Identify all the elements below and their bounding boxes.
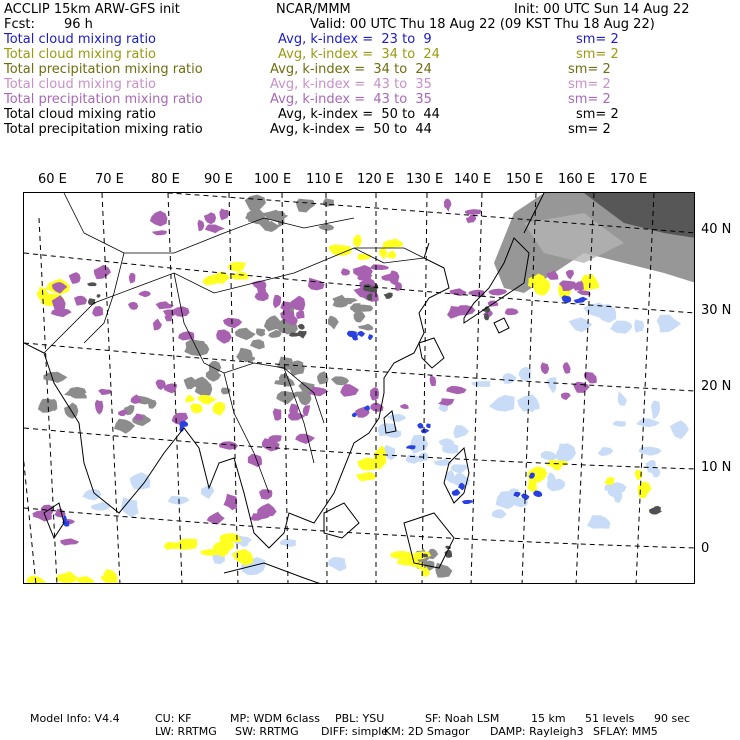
deep-convection-dark xyxy=(384,292,393,299)
longitude-tick-label: 140 E xyxy=(454,172,492,187)
upper-cloud-purple xyxy=(259,489,272,499)
low-cloud-light xyxy=(555,443,576,462)
deep-cloud-gray xyxy=(328,316,339,330)
upper-cloud-purple xyxy=(223,318,242,329)
low-cloud-light xyxy=(83,489,102,501)
model-info-item: DIFF: simple xyxy=(321,725,389,738)
low-cloud-light xyxy=(569,318,593,333)
legend-field-name: Total precipitation mixing ratio xyxy=(4,62,203,77)
mid-cloud-yellow xyxy=(379,248,387,259)
low-cloud-light xyxy=(587,515,611,529)
map-canvas xyxy=(24,193,695,584)
upper-cloud-purple xyxy=(207,512,225,525)
upper-cloud-purple xyxy=(98,389,112,395)
low-cloud-light xyxy=(410,435,428,454)
deep-cloud-gray xyxy=(323,198,335,207)
upper-cloud-purple xyxy=(139,291,151,298)
mid-cloud-yellow xyxy=(213,402,225,416)
low-cloud-light xyxy=(489,395,515,412)
upper-cloud-purple xyxy=(197,220,204,231)
upper-cloud-purple xyxy=(400,404,409,409)
legend-field-name: Total cloud mixing ratio xyxy=(4,77,157,92)
upper-cloud-purple xyxy=(308,278,325,291)
upper-cloud-purple xyxy=(95,400,104,415)
longitude-gridline xyxy=(326,193,327,584)
legend-smoothing: sm= 2 xyxy=(568,92,611,107)
low-cloud-light xyxy=(328,557,346,571)
upper-cloud-purple xyxy=(444,199,452,212)
latitude-tick-label: 20 N xyxy=(701,379,732,394)
low-cloud-light xyxy=(201,484,214,499)
upper-cloud-purple xyxy=(216,329,232,343)
mid-cloud-yellow xyxy=(638,481,652,498)
upper-cloud-purple xyxy=(353,265,373,276)
upper-cloud-purple xyxy=(561,393,571,401)
upper-cloud-purple xyxy=(340,384,359,397)
deep-convection-dark xyxy=(298,331,307,339)
convective-core-blue xyxy=(426,424,431,429)
model-info-item: SF: Noah LSM xyxy=(425,712,500,725)
country-border xyxy=(84,218,354,253)
model-info-item: LW: RRTMG xyxy=(155,725,217,738)
deep-convection-dark xyxy=(97,294,101,298)
longitude-tick-label: 110 E xyxy=(306,172,344,187)
deep-cloud-gray xyxy=(358,324,373,331)
latitude-tick-label: 30 N xyxy=(701,303,732,318)
mid-cloud-yellow xyxy=(604,477,614,485)
deep-convection-dark xyxy=(87,282,97,286)
legend-k-index: Avg, k-index = 34 to 24 xyxy=(270,62,432,77)
longitude-gridline xyxy=(282,193,288,584)
deep-cloud-gray xyxy=(250,339,265,349)
upper-cloud-purple xyxy=(465,209,481,215)
upper-cloud-purple xyxy=(577,290,591,295)
deep-cloud-gray xyxy=(209,361,222,373)
low-cloud-light xyxy=(670,420,689,439)
legend-smoothing: sm= 2 xyxy=(568,77,611,92)
legend-smoothing: sm= 2 xyxy=(568,122,611,137)
coastline xyxy=(494,318,509,333)
longitude-tick-label: 70 E xyxy=(95,172,124,187)
longitude-tick-label: 60 E xyxy=(38,172,67,187)
coastline xyxy=(324,503,359,538)
mid-cloud-yellow xyxy=(353,234,362,247)
legend-row xyxy=(0,92,740,107)
forecast-hour: 96 h xyxy=(64,17,93,32)
forecast-label: Fcst: xyxy=(4,17,35,32)
low-cloud-light xyxy=(618,391,627,405)
upper-cloud-purple xyxy=(446,386,467,394)
legend-row xyxy=(0,32,740,47)
legend-row xyxy=(0,122,740,137)
deep-cloud-gray xyxy=(276,391,295,404)
upper-cloud-purple xyxy=(224,494,238,510)
upper-cloud-purple xyxy=(295,434,315,444)
latitude-gridline xyxy=(24,343,695,391)
country-border xyxy=(64,193,84,233)
coastline xyxy=(419,338,444,368)
low-cloud-light xyxy=(583,303,606,318)
longitude-tick-label: 160 E xyxy=(558,172,596,187)
mid-cloud-yellow xyxy=(77,576,94,584)
upper-cloud-purple xyxy=(296,310,304,320)
deep-cloud-gray xyxy=(184,377,198,390)
upper-cloud-purple xyxy=(456,305,476,315)
low-cloud-light xyxy=(387,414,406,422)
upper-cloud-purple xyxy=(153,319,162,331)
upper-cloud-purple xyxy=(273,295,281,308)
legend-k-index: Avg, k-index = 34 to 24 xyxy=(278,47,440,62)
low-cloud-light xyxy=(547,377,557,393)
low-cloud-light xyxy=(610,321,632,334)
convective-core-blue xyxy=(561,295,571,303)
low-cloud-light xyxy=(378,423,397,436)
deep-cloud-gray xyxy=(435,563,452,578)
convective-core-blue xyxy=(462,500,473,504)
upper-cloud-purple xyxy=(204,212,216,224)
low-cloud-light xyxy=(130,472,150,489)
legend-smoothing: sm= 2 xyxy=(568,62,611,77)
deep-cloud-gray xyxy=(296,199,315,213)
mid-cloud-yellow xyxy=(386,250,396,258)
deep-cloud-gray xyxy=(256,328,265,336)
upper-cloud-purple xyxy=(273,408,282,420)
deep-convection-dark xyxy=(88,298,96,305)
low-cloud-light xyxy=(613,421,626,427)
legend-row xyxy=(0,62,740,77)
model-info-item: Model Info: V4.4 xyxy=(30,712,120,725)
upper-cloud-purple xyxy=(129,273,136,284)
legend-smoothing: sm= 2 xyxy=(576,107,619,122)
longitude-tick-label: 80 E xyxy=(151,172,180,187)
organization-label: NCAR/MMM xyxy=(276,2,351,17)
upper-cloud-purple xyxy=(150,211,168,227)
upper-cloud-purple xyxy=(32,511,52,522)
legend-smoothing: sm= 2 xyxy=(576,32,619,47)
legend-k-index: Avg, k-index = 50 to 44 xyxy=(270,122,432,137)
legend-row xyxy=(0,77,740,92)
legend-field-name: Total cloud mixing ratio xyxy=(4,107,157,122)
model-info-item: KM: 2D Smagor xyxy=(384,725,470,738)
mid-cloud-yellow xyxy=(329,245,340,254)
low-cloud-light xyxy=(492,509,507,518)
upper-cloud-purple xyxy=(341,268,350,275)
convective-core-blue xyxy=(368,334,373,340)
deep-cloud-gray xyxy=(114,419,135,434)
coastline xyxy=(224,563,324,584)
low-cloud-light xyxy=(280,539,296,547)
longitude-tick-label: 90 E xyxy=(204,172,233,187)
low-cloud-light xyxy=(451,464,468,474)
legend-k-index: Avg, k-index = 23 to 9 xyxy=(278,32,432,47)
deep-cloud-gray xyxy=(148,399,157,409)
legend-field-name: Total precipitation mixing ratio xyxy=(4,122,203,137)
low-cloud-light xyxy=(657,315,682,333)
model-info-item: PBL: YSU xyxy=(335,712,385,725)
upper-cloud-purple xyxy=(505,308,519,315)
mid-cloud-yellow xyxy=(185,395,195,403)
legend-field-name: Total precipitation mixing ratio xyxy=(4,92,203,107)
convective-core-blue xyxy=(180,421,189,428)
upper-cloud-purple xyxy=(128,302,138,310)
upper-cloud-purple xyxy=(430,375,437,387)
model-info-item: CU: KF xyxy=(155,712,192,725)
convective-core-blue xyxy=(357,331,365,337)
low-cloud-light xyxy=(471,381,490,387)
convective-core-blue xyxy=(533,491,542,498)
model-info-item: SFLAY: MM5 xyxy=(593,725,658,738)
model-info-item: 15 km xyxy=(531,712,566,725)
upper-cloud-purple xyxy=(156,301,174,309)
model-info-item: 51 levels xyxy=(585,712,635,725)
low-cloud-light xyxy=(453,425,469,438)
map-panel xyxy=(23,192,695,584)
upper-cloud-purple xyxy=(257,503,277,518)
latitude-tick-label: 40 N xyxy=(701,222,732,237)
longitude-tick-label: 130 E xyxy=(406,172,444,187)
model-info-item: 90 sec xyxy=(654,712,691,725)
model-info-item: DAMP: Rayleigh3 xyxy=(490,725,584,738)
upper-cloud-purple xyxy=(92,306,103,317)
mid-cloud-yellow xyxy=(197,395,216,405)
longitude-gridline xyxy=(102,193,120,584)
low-cloud-light xyxy=(502,373,516,384)
upper-cloud-purple xyxy=(60,538,79,545)
upper-cloud-purple xyxy=(74,296,87,306)
longitude-gridline xyxy=(471,193,482,584)
convective-core-blue xyxy=(417,423,423,429)
upper-cloud-purple xyxy=(563,362,571,374)
deep-convection-dark xyxy=(363,284,372,291)
legend-k-index: Avg, k-index = 43 to 35 xyxy=(270,77,432,92)
latitude-tick-label: 0 xyxy=(701,541,710,556)
longitude-tick-label: 100 E xyxy=(254,172,292,187)
low-cloud-light xyxy=(634,319,644,333)
upper-cloud-purple xyxy=(573,382,590,393)
upper-cloud-purple xyxy=(152,230,167,235)
convective-core-blue xyxy=(421,429,430,434)
legend-k-index: Avg, k-index = 43 to 35 xyxy=(270,92,432,107)
convective-core-blue xyxy=(406,445,416,449)
deep-cloud-gray xyxy=(235,328,256,340)
legend-row xyxy=(0,47,740,62)
legend-field-name: Total cloud mixing ratio xyxy=(4,32,157,47)
upper-cloud-purple xyxy=(370,264,389,270)
legend-row xyxy=(0,107,740,122)
deep-convection-dark xyxy=(298,324,305,330)
low-cloud-light xyxy=(541,451,557,461)
mid-cloud-yellow xyxy=(57,571,79,583)
upper-cloud-purple xyxy=(205,225,225,234)
longitude-tick-label: 120 E xyxy=(357,172,395,187)
convective-core-blue xyxy=(452,489,461,496)
mid-cloud-yellow xyxy=(230,271,248,279)
longitude-tick-label: 170 E xyxy=(610,172,648,187)
deep-cloud-gray xyxy=(38,399,55,413)
mid-cloud-yellow xyxy=(232,549,253,566)
low-cloud-light xyxy=(636,418,660,427)
upper-cloud-purple xyxy=(51,309,72,318)
latitude-tick-label: 10 N xyxy=(701,460,732,475)
deep-cloud-gray xyxy=(268,330,281,338)
longitude-tick-label: 150 E xyxy=(506,172,544,187)
valid-time: Valid: 00 UTC Thu 18 Aug 22 (09 KST Thu 18 Aug 22) xyxy=(310,17,655,32)
country-border xyxy=(224,373,269,493)
legend-field-name: Total cloud mixing ratio xyxy=(4,47,157,62)
upper-cloud-purple xyxy=(566,270,574,280)
upper-cloud-purple xyxy=(489,289,508,296)
low-cloud-light xyxy=(597,447,613,456)
upper-cloud-purple xyxy=(69,272,81,284)
model-info-item: MP: WDM 6class xyxy=(230,712,320,725)
upper-cloud-purple xyxy=(219,208,229,220)
upper-cloud-purple xyxy=(541,362,550,374)
mid-cloud-yellow xyxy=(190,404,203,414)
upper-cloud-purple xyxy=(303,405,311,416)
upper-cloud-purple xyxy=(94,265,111,279)
model-info-item: SW: RRTMG xyxy=(235,725,299,738)
legend-smoothing: sm= 2 xyxy=(576,47,619,62)
init-time: Init: 00 UTC Sun 14 Aug 22 xyxy=(514,2,690,17)
mid-cloud-yellow xyxy=(357,254,371,260)
low-cloud-light xyxy=(651,401,660,420)
longitude-gridline xyxy=(24,363,36,584)
legend-k-index: Avg, k-index = 50 to 44 xyxy=(278,107,440,122)
mid-cloud-yellow xyxy=(175,539,198,550)
upper-cloud-purple xyxy=(370,387,379,400)
mid-cloud-yellow xyxy=(356,472,376,482)
plot-title: ACCLIP 15km ARW-GFS init xyxy=(4,2,180,17)
upper-cloud-purple xyxy=(164,314,172,321)
mid-cloud-yellow xyxy=(390,551,414,560)
